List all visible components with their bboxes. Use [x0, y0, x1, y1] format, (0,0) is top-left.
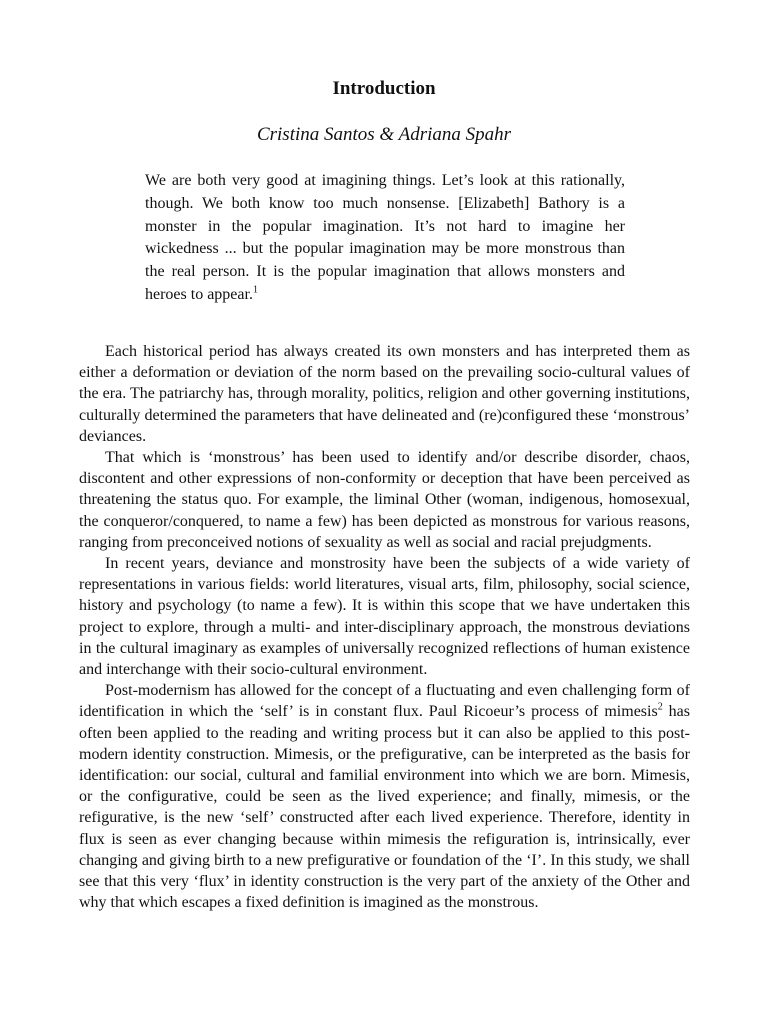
epigraph-quote — [145, 170, 625, 307]
epigraph-text: We are both very good at imagining things. Let’s look at this rationally, though. We both know too much nonsense. [Elizabeth] Bathory is a monster in the popular imagination. It’s not hard to imagine her wickedness ... but the popular imagination may be more monstrous than the real person. It is the popular imagination that allows monsters and heroes to appear. — [145, 172, 625, 303]
paragraph-2: That which is ‘monstrous’ has been used to identify and/or describe disorder, chaos, discontent and other expressions of non-conformity or deception that have been perceived as threatening the status quo. For example, the liminal Other (woman, indigenous, homosexual, the conqueror/conquered, to name a few) has been depicted as monstrous for various reasons, ranging from preconceived notions of sexuality as well as social and racial prejudgments. — [79, 449, 690, 551]
footnote-ref-1: 1 — [252, 284, 258, 296]
paragraph-3: In recent years, deviance and monstrosity have been the subjects of a wide variety of representations in various fields: world literatures, visual arts, film, philosophy, social science, history and psychology (to name a few). It is within this scope that we have undertaken this project to explore, through a multi- and inter-disciplinary approach, the monstrous deviations in the cultural imaginary as examples of universally recognized reflections of human existence and interchange with their socio-cultural environment. — [79, 555, 690, 679]
paragraph-1: Each historical period has always created its own monsters and has interpreted them as either a deformation or deviation of the norm based on the prevailing socio-cultural values of the era. The patriarchy has, through morality, politics, religion and other governing institutions, culturally determined the parameters that have delineated and (re)configured these ‘monstrous’ deviances. — [79, 343, 690, 445]
paragraph-4-text-before: Post-modernism has allowed for the concept of a fluctuating and even challenging form of identification in which the ‘self’ is in constant flux. Paul Ricoeur’s process of mimesis — [79, 682, 690, 721]
body-text — [79, 341, 690, 913]
paragraph-4 — [79, 680, 690, 913]
authors-line: Cristina Santos & Adriana Spahr — [256, 124, 512, 145]
page-title: Introduction — [332, 78, 436, 99]
footnote-ref-2: 2 — [657, 702, 663, 714]
paragraph-4-text-after: has often been applied to the reading and writing process but it can also be applied to this post-modern identity construction. Mimesis, or the prefigurative, can be interpreted as the basis for identification: our social, cultural and familial environment into which we are born. Mimesis, or the configurative, could be seen as the lived experience; and finally, mimesis, or the refigurative, is the new ‘self’ constructed after each lived experience. Therefore, identity in flux is seen as ever changing because within mimesis the refiguration is, intrinsically, ever changing and giving birth to a new prefigurative or foundation of the ‘I’. In this study, we shall see that this very ‘flux’ in identity construction is the very part of the anxiety of the Other and why that which escapes a fixed definition is imagined as the monstrous. — [79, 703, 691, 912]
